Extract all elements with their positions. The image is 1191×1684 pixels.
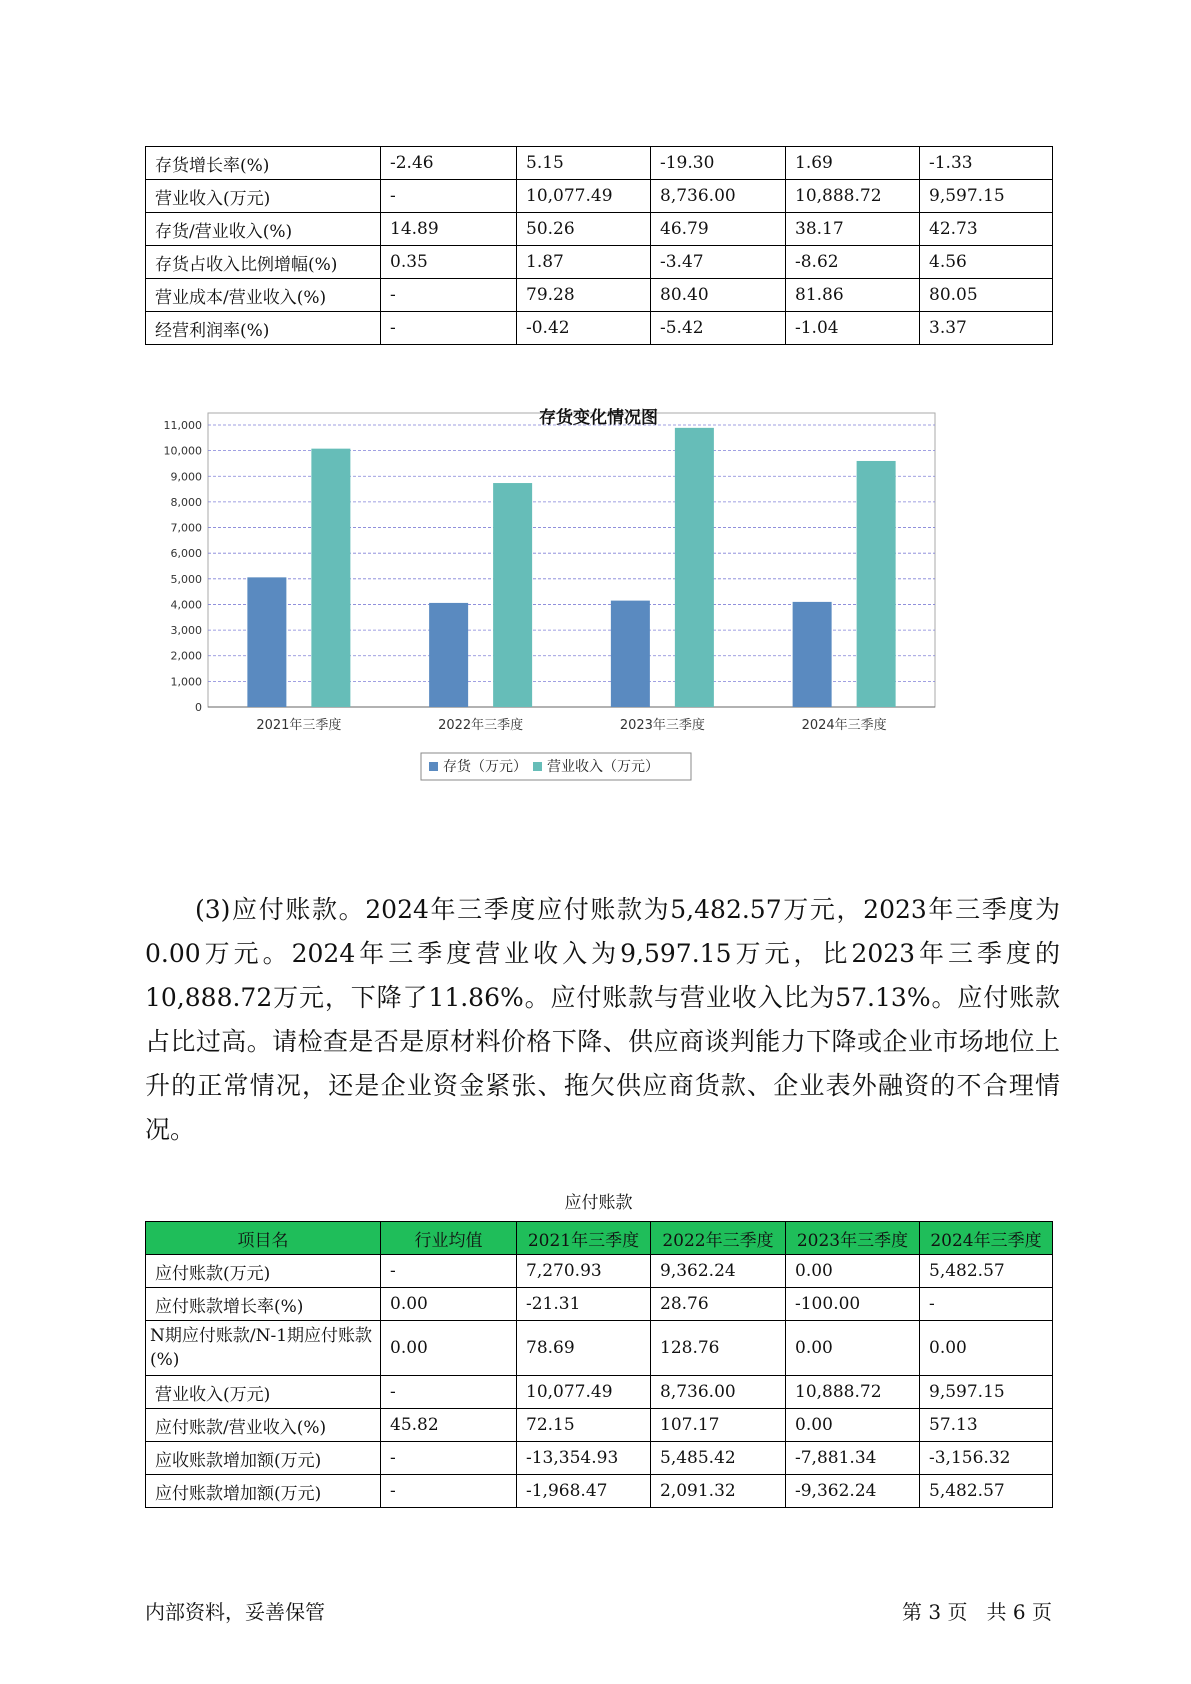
table-cell: 应付账款(万元) (146, 1255, 381, 1288)
table-cell: 0.00 (786, 1321, 920, 1376)
table-row (146, 1321, 1053, 1376)
table-cell: 46.79 (651, 213, 786, 246)
table-cell: 42.73 (920, 213, 1053, 246)
table-cell: -100.00 (786, 1288, 920, 1321)
y-tick-label: 5,000 (170, 572, 202, 586)
table-cell: 2024年三季度 (920, 1222, 1053, 1255)
x-tick-label: 2024年三季度 (801, 718, 887, 733)
inventory-table (145, 146, 1053, 345)
table-cell: - (381, 1376, 517, 1409)
table-cell: -1.33 (920, 147, 1053, 180)
table-cell: 45.82 (381, 1409, 517, 1442)
table-row (146, 279, 1053, 312)
payables-paragraph-text: (3)应付账款。2024年三季度应付账款为5,482.57万元，2023年三季度为0.00万元。2024年三季度营业收入为9,597.15万元，比2023年三季度的10,888.72万元，下降了11.86%。应付账款与营业收入比为57.13%。应付账款占比过高。请检查是否是原材料价格下降、供应商谈判能力下降或企业市场地位上升的正常情况，还是企业资金紧张、拖欠供应商货款、企业表外融资的不合理情况。 (145, 895, 1060, 1144)
table-cell: 57.13 (920, 1409, 1053, 1442)
payables-table-caption: 应付账款 (564, 1193, 633, 1213)
table-cell: 128.76 (651, 1321, 786, 1376)
payables-table-body (146, 1222, 1053, 1508)
table-cell: 14.89 (381, 213, 517, 246)
y-tick-label: 0 (195, 701, 202, 714)
x-tick-label: 2022年三季度 (438, 718, 524, 733)
table-cell: 应付账款增加额(万元) (146, 1475, 381, 1508)
y-tick-label: 1,000 (170, 675, 202, 689)
table-cell: 0.00 (786, 1409, 920, 1442)
table-cell: -21.31 (517, 1288, 651, 1321)
table-cell: 2023年三季度 (786, 1222, 920, 1255)
table-cell: 0.35 (381, 246, 517, 279)
table-cell: 5,482.57 (920, 1255, 1053, 1288)
table-row (146, 180, 1053, 213)
table-cell: 2,091.32 (651, 1475, 786, 1508)
table-cell: -13,354.93 (517, 1442, 651, 1475)
y-tick-label: 4,000 (170, 598, 202, 612)
table-cell: - (381, 312, 517, 345)
table-cell: 9,597.15 (920, 180, 1053, 213)
table-cell: 28.76 (651, 1288, 786, 1321)
table-cell: N期应付账款/N-1期应付账款(%) (146, 1321, 381, 1376)
legend-swatch (429, 762, 438, 771)
table-cell: 2021年三季度 (517, 1222, 651, 1255)
legend-label: 营业收入（万元） (547, 759, 659, 775)
table-cell: 存货占收入比例增幅(%) (146, 246, 381, 279)
table-row (146, 1409, 1053, 1442)
table-cell: 72.15 (517, 1409, 651, 1442)
table-cell: -1.04 (786, 312, 920, 345)
table-cell: - (920, 1288, 1053, 1321)
y-tick-label: 6,000 (170, 547, 202, 561)
table-row (146, 1288, 1053, 1321)
table-row (146, 1376, 1053, 1409)
table-cell: 存货/营业收入(%) (146, 213, 381, 246)
table-cell: 80.40 (651, 279, 786, 312)
table-row (146, 246, 1053, 279)
table-cell: -19.30 (651, 147, 786, 180)
legend-swatch (533, 762, 542, 771)
bar-inventory (247, 577, 286, 707)
table-row (146, 312, 1053, 345)
table-cell: -1,968.47 (517, 1475, 651, 1508)
inventory-chart (145, 395, 1052, 845)
table-cell: 营业成本/营业收入(%) (146, 279, 381, 312)
inventory-table-body (146, 147, 1053, 345)
legend-label: 存货（万元） (443, 759, 527, 775)
table-cell: 经营利润率(%) (146, 312, 381, 345)
table-cell: 80.05 (920, 279, 1053, 312)
table-cell: 10,077.49 (517, 180, 651, 213)
table-row (146, 1475, 1053, 1508)
table-cell: -7,881.34 (786, 1442, 920, 1475)
table-cell: - (381, 1255, 517, 1288)
table-cell: -8.62 (786, 246, 920, 279)
table-cell: 5,482.57 (920, 1475, 1053, 1508)
y-tick-label: 11,000 (163, 419, 202, 432)
table-cell: 营业收入(万元) (146, 1376, 381, 1409)
table-cell: - (381, 1475, 517, 1508)
table-row (146, 1442, 1053, 1475)
table-cell: 1.69 (786, 147, 920, 180)
table-cell: -9,362.24 (786, 1475, 920, 1508)
table-cell: 8,736.00 (651, 180, 786, 213)
table-cell: 0.00 (786, 1255, 920, 1288)
table-cell: -5.42 (651, 312, 786, 345)
payables-table (145, 1221, 1053, 1508)
table-cell: 78.69 (517, 1321, 651, 1376)
table-cell: - (381, 1442, 517, 1475)
table-cell: 9,597.15 (920, 1376, 1053, 1409)
table-cell: 50.26 (517, 213, 651, 246)
y-tick-label: 2,000 (170, 649, 202, 663)
table-row (146, 1255, 1053, 1288)
table-cell: -2.46 (381, 147, 517, 180)
table-cell: 10,077.49 (517, 1376, 651, 1409)
y-tick-label: 8,000 (170, 495, 202, 509)
payables-paragraph (145, 888, 1060, 1152)
table-cell: 81.86 (786, 279, 920, 312)
y-tick-label: 3,000 (170, 624, 202, 638)
table-cell: 5,485.42 (651, 1442, 786, 1475)
bar-inventory (429, 603, 468, 707)
table-cell: 应付账款/营业收入(%) (146, 1409, 381, 1442)
table-cell: - (381, 279, 517, 312)
table-cell: 9,362.24 (651, 1255, 786, 1288)
table-cell: 应付账款增长率(%) (146, 1288, 381, 1321)
table-row (146, 213, 1053, 246)
table-cell: 10,888.72 (786, 1376, 920, 1409)
table-cell: 1.87 (517, 246, 651, 279)
bar-inventory (793, 602, 832, 707)
bar-revenue (675, 428, 714, 707)
x-tick-label: 2021年三季度 (256, 718, 342, 733)
table-cell: 8,736.00 (651, 1376, 786, 1409)
bar-revenue (493, 483, 532, 707)
table-cell: -3,156.32 (920, 1442, 1053, 1475)
x-tick-label: 2023年三季度 (619, 718, 705, 733)
table-cell: 0.00 (381, 1288, 517, 1321)
bar-revenue (311, 449, 350, 707)
table-cell: 营业收入(万元) (146, 180, 381, 213)
table-cell: 38.17 (786, 213, 920, 246)
table-cell: -3.47 (651, 246, 786, 279)
table-cell: 4.56 (920, 246, 1053, 279)
table-cell: - (381, 180, 517, 213)
table-cell: 5.15 (517, 147, 651, 180)
chart-svg (145, 395, 1052, 845)
table-cell: 10,888.72 (786, 180, 920, 213)
bar-inventory (611, 601, 650, 707)
table-cell: 项目名 (146, 1222, 381, 1255)
table-header-row (146, 1222, 1053, 1255)
table-cell: 79.28 (517, 279, 651, 312)
footer-page-number: 第 3 页 共 6 页 (902, 1600, 1052, 1624)
y-tick-label: 9,000 (170, 470, 202, 484)
table-cell: -0.42 (517, 312, 651, 345)
table-cell: 0.00 (381, 1321, 517, 1376)
table-cell: 应收账款增加额(万元) (146, 1442, 381, 1475)
table-cell: 3.37 (920, 312, 1053, 345)
y-tick-label: 7,000 (170, 521, 202, 535)
table-cell: 0.00 (920, 1321, 1053, 1376)
bar-revenue (857, 461, 896, 707)
footer-confidential-note: 内部资料，妥善保管 (145, 1600, 325, 1624)
table-cell: 行业均值 (381, 1222, 517, 1255)
table-row (146, 147, 1053, 180)
table-cell: 107.17 (651, 1409, 786, 1442)
y-tick-label: 10,000 (163, 444, 202, 458)
table-cell: 存货增长率(%) (146, 147, 381, 180)
chart-title: 存货变化情况图 (539, 408, 658, 428)
table-cell: 2022年三季度 (651, 1222, 786, 1255)
table-cell: 7,270.93 (517, 1255, 651, 1288)
